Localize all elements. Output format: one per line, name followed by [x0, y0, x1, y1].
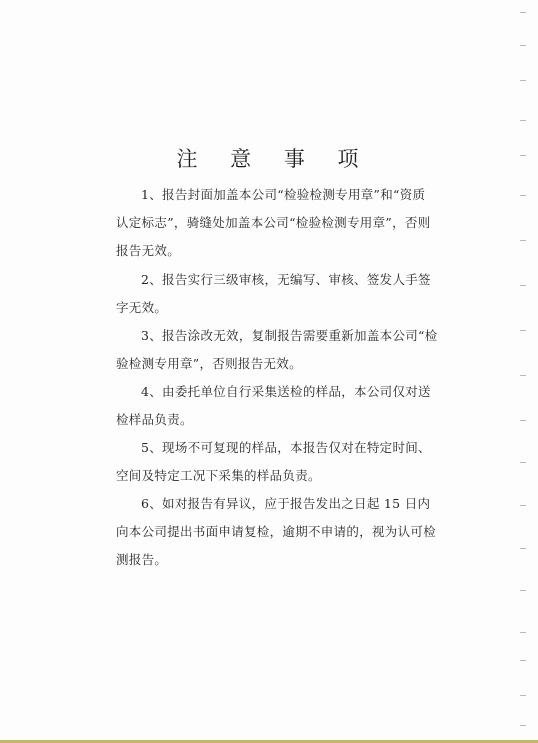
notice-text-6: 6、如对报告有异议，应于报告发出之日起 15 日内向本公司提出书面申请复检，逾期不申请的，视为认可检测报告。	[116, 496, 437, 567]
binding-edge-mark	[520, 12, 526, 13]
notice-text-1: 1、报告封面加盖本公司“检验检测专用章”和“资质认定标志”，骑缝处加盖本公司“检验检测专用章”，否则报告无效。	[116, 187, 431, 258]
binding-edge-mark	[520, 375, 526, 376]
notice-item-2	[116, 266, 438, 322]
binding-edge-mark	[520, 240, 526, 241]
binding-edge-mark	[520, 462, 526, 463]
notice-item-6	[116, 490, 438, 574]
notice-item-3	[116, 322, 438, 378]
notice-item-4	[116, 378, 438, 434]
notice-item-1	[116, 181, 438, 265]
binding-edge-mark	[520, 155, 526, 156]
page-title: 注 意 事 项	[176, 147, 372, 171]
notice-text-4: 4、由委托单位自行采集送检的样品，本公司仅对送检样品负责。	[116, 384, 431, 427]
binding-edge-mark	[520, 505, 526, 506]
notice-text-2: 2、报告实行三级审核，无编写、审核、签发人手签字无效。	[116, 272, 431, 315]
notice-item-5	[116, 434, 438, 490]
binding-edge-mark	[520, 548, 526, 549]
binding-edge-mark	[520, 590, 526, 591]
binding-edge-mark	[520, 632, 526, 633]
binding-edge-mark	[520, 330, 526, 331]
binding-edge-mark	[520, 725, 526, 726]
binding-edge-mark	[520, 195, 526, 196]
binding-edge-mark	[520, 660, 526, 661]
binding-edge-mark	[520, 285, 526, 286]
binding-edge-mark	[520, 695, 526, 696]
binding-edge-mark	[520, 80, 526, 81]
binding-edge-mark	[520, 420, 526, 421]
notice-text-3: 3、报告涂改无效，复制报告需要重新加盖本公司“检验检测专用章”，否则报告无效。	[116, 328, 438, 371]
binding-edge-mark	[520, 120, 526, 121]
notice-text-5: 5、现场不可复现的样品，本报告仅对在特定时间、空间及特定工况下采集的样品负责。	[116, 440, 431, 483]
binding-edge-mark	[520, 45, 526, 46]
